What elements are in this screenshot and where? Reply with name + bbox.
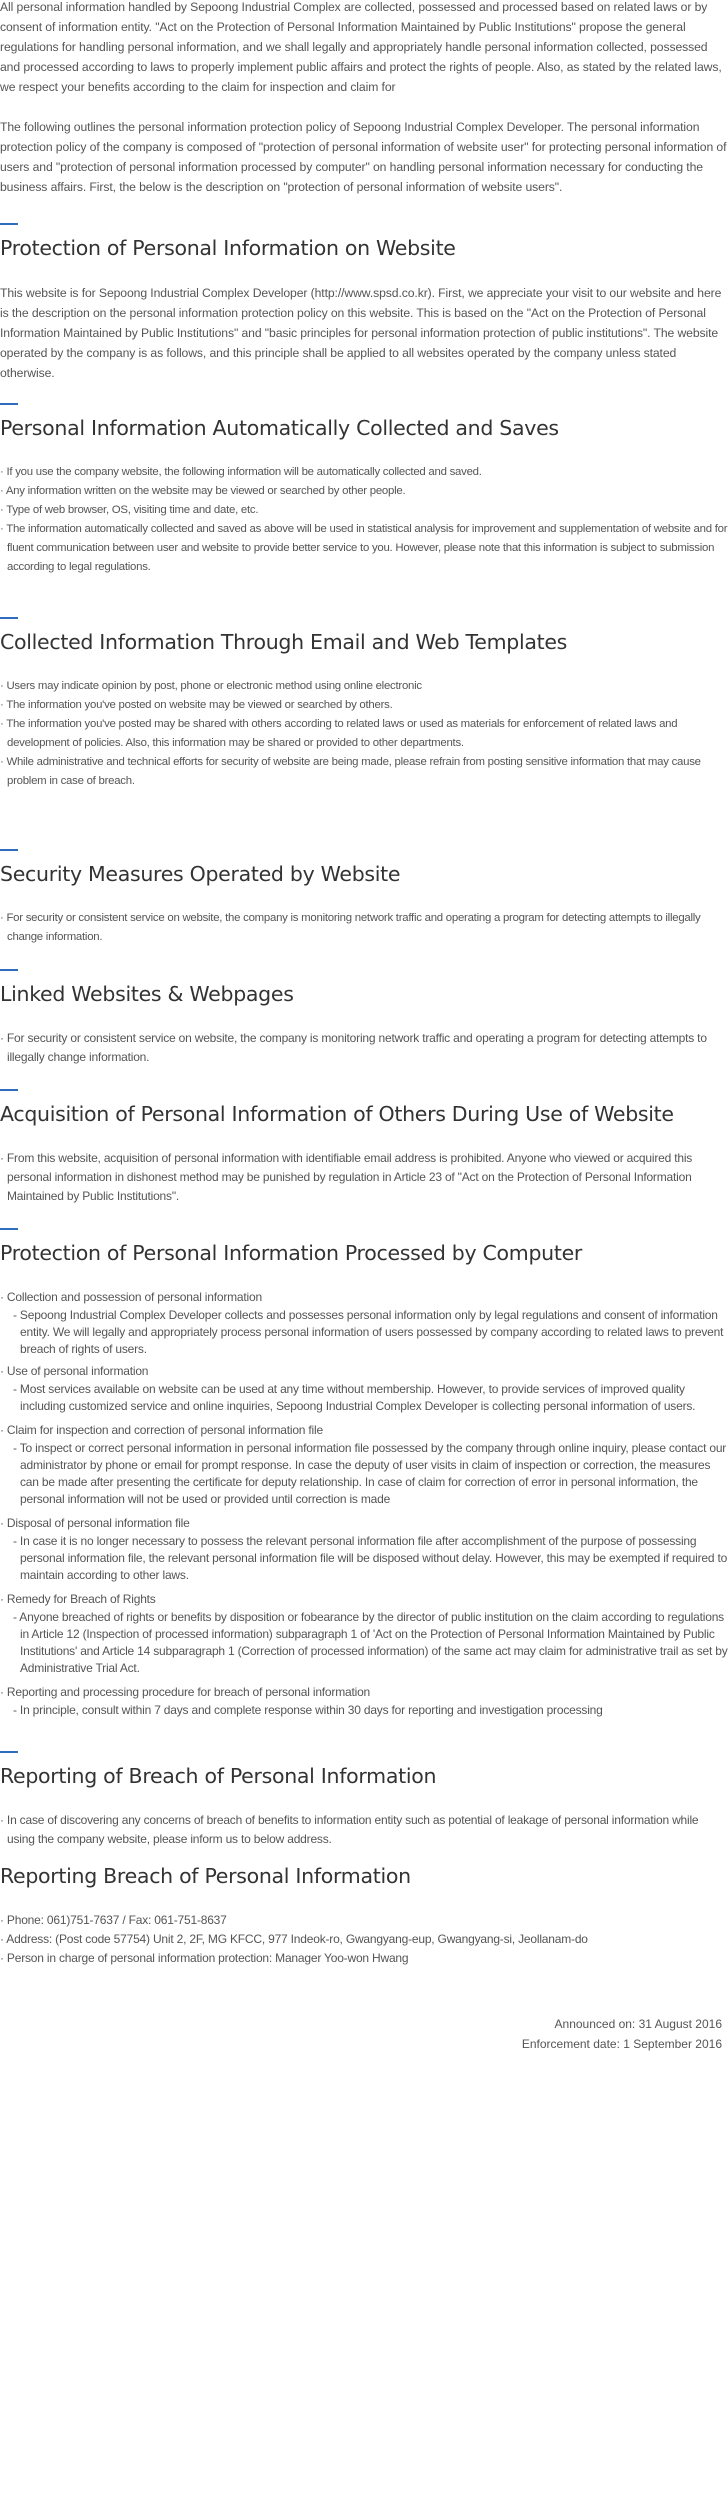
list-item: · While administrative and technical efforts for security of website are being made, please refrain from posting sensitive information that may cause problem in case of breach. [0, 756, 701, 787]
list-item: · From this website, acquisition of personal information with identifiable email address is prohibited. Anyone who viewed or acquired this personal information in dishonest method may be punished by regulation in Article 23 of "Act on the Protection of Personal Information Maintained by Public Institutions". [0, 1151, 693, 1203]
subsection-title: · Remedy for Breach of Rights [0, 1592, 156, 1606]
subsection-title: · Reporting and processing procedure for breach of personal information [0, 1685, 371, 1699]
contact-list [0, 1911, 728, 1968]
section-accent-bar [0, 1751, 18, 1753]
section-title: Personal Information Automatically Collected and Saves [0, 416, 559, 440]
list-item: · The information you've posted on website may be viewed or searched by others. [0, 699, 393, 711]
list-item: · Any information written on the website may be viewed or searched by other people. [0, 485, 406, 497]
subsection-title: · Disposal of personal information file [0, 1516, 190, 1530]
intro-paragraph-1: All personal information handled by Sepoong Industrial Complex are collected, possessed and processed based on related laws or by consent of information entity. "Act on the Protection of Personal Information Maintained by Public Institutions" propose the general regulations for handling personal information, and we shall legally and appropriately handle personal information collected, possessed and processed according to laws to properly implement public affairs and protect the rights of people. Also, as stated by the related laws, we respect your benefits according to the claim for inspection and claim for [0, 0, 722, 94]
list-item: · For security or consistent service on website, the company is monitoring network traffic and operating a program for detecting attempts to illegally change information. [0, 912, 701, 943]
subsection-detail: - In principle, consult within 7 days and complete response within 30 days for reporting and investigation processing [13, 1703, 603, 1717]
bullet-list [0, 909, 728, 947]
section-accent-bar [0, 617, 18, 619]
subsection [0, 1362, 728, 1415]
section-website-protection [0, 223, 728, 383]
section-computer-processed [0, 1228, 728, 1719]
bullet-list [0, 1811, 728, 1849]
section-accent-bar [0, 1228, 18, 1230]
subsection [0, 1590, 728, 1677]
section-title: Reporting Breach of Personal Information [0, 1864, 411, 1888]
section-body: This website is for Sepoong Industrial Complex Developer (http://www.spsd.co.kr). First, we appreciate your visit to our website and here is the description on the personal information protection policy on this website. This is based on the "Act on the Protection of Personal Information Maintained by Public Institutions" and "basic principles for personal information protection of public institutions". The website operated by the company is as follows, and this principle shall be applied to all websites operated by the company unless stated otherwise. [0, 286, 722, 380]
section-title: Reporting of Breach of Personal Information [0, 1764, 437, 1788]
subsection-title: · Claim for inspection and correction of personal information file [0, 1423, 323, 1437]
subsection [0, 1514, 728, 1584]
section-email-templates [0, 617, 728, 791]
section-security-measures [0, 849, 728, 947]
subsection-title: · Use of personal information [0, 1364, 149, 1378]
subsection-detail: - Sepoong Industrial Complex Developer collects and possesses personal information only by legal regulations and consent of information entity. We will legally and appropriately process personal information of users possessed by company according to related laws to prevent breach of rights of users. [13, 1308, 724, 1356]
list-item: · If you use the company website, the following information will be automatically collected and saved. [0, 466, 482, 478]
section-acquisition-others [0, 1089, 728, 1206]
list-item: · For security or consistent service on website, the company is monitoring network traffic and operating a program for detecting attempts to illegally change information. [0, 1031, 707, 1064]
section-linked-websites [0, 969, 728, 1067]
section-title: Acquisition of Personal Information of Others During Use of Website [0, 1102, 674, 1126]
subsection-detail: - Most services available on website can be used at any time without membership. However, to provide services of improved quality including customized service and online inquiries, Sepoong Industrial Complex Developer is collecting personal information of users. [13, 1382, 696, 1413]
contact-person: · Person in charge of personal information protection: Manager Yoo-won Hwang [0, 1951, 409, 1965]
section-reporting-breach-contact [0, 1863, 728, 1968]
bullet-list [0, 677, 728, 791]
section-reporting-of-breach [0, 1751, 728, 1849]
policy-dates [0, 2014, 728, 2054]
contact-phone: · Phone: 061)751-7637 / Fax: 061-751-8637 [0, 1913, 227, 1927]
intro-paragraph-2: The following outlines the personal information protection policy of Sepoong Industrial Complex Developer. The personal information protection policy of the company is composed of "protection of personal information of website user" for protecting personal information of users and "protection of personal information processed by computer" on handling personal information necessary for conducting the business affairs. First, the below is the description on "protection of personal information of website users". [0, 120, 727, 194]
list-item: · The information automatically collected and saved as above will be used in statistical analysis for improvement and supplementation of website and for fluent communication between user and website to provide better service to you. However, please note that this information is subject to submission according to legal regulations. [0, 523, 728, 573]
section-title: Protection of Personal Information on Website [0, 236, 456, 260]
section-accent-bar [0, 403, 18, 405]
section-accent-bar [0, 1089, 18, 1091]
list-item: · Users may indicate opinion by post, phone or electronic method using online electronic [0, 680, 422, 692]
subsection-detail: - To inspect or correct personal information in personal information file possessed by the company through online inquiry, please contact our administrator by phone or email for prompt response. In case the deputy of user visits in claim of inspection or correction, the measures can be made after presenting the certificate for deputy relationship. In case of claim for correction of error in personal information, the personal information will not be used or provided until correction is made [13, 1441, 727, 1506]
section-title: Collected Information Through Email and Web Templates [0, 630, 568, 654]
subsection-detail: - In case it is no longer necessary to possess the relevant personal information file after accomplishment of the purpose of possessing personal information file, the relevant personal information file will be disposed without delay. However, this may be exempted if required to maintain according to other laws. [13, 1534, 728, 1582]
enforcement-date: Enforcement date: 1 September 2016 [521, 2037, 722, 2051]
subsection-title: · Collection and possession of personal information [0, 1290, 262, 1304]
section-accent-bar [0, 849, 18, 851]
subsection [0, 1683, 728, 1719]
subsection-list [0, 1288, 728, 1719]
list-item: · Type of web browser, OS, visiting time and date, etc. [0, 504, 259, 516]
list-item: · In case of discovering any concerns of breach of benefits to information entity such as potential of leakage of personal information while using the company website, please inform us to below address. [0, 1813, 699, 1846]
subsection-detail: - Anyone breached of rights or benefits by disposition or fobearance by the director of public institution on the claim according to regulations in Article 12 (Inspection of processed information) subparagraph 1 of 'Act on the Protection of Personal Information Maintained by Public Institutions' and Article 14 subparagraph 1 (Correction of processed information) of the same act may claim for administrative trail as set by Administrative Trial Act. [13, 1610, 728, 1675]
bullet-list [0, 1029, 728, 1067]
section-title: Linked Websites & Webpages [0, 982, 294, 1006]
announced-date: Announced on: 31 August 2016 [554, 2017, 722, 2031]
contact-address: · Address: (Post code 57754) Unit 2, 2F, MG KFCC, 977 Indeok-ro, Gwangyang-eup, Gwangyang-si, Jeollanam-do [0, 1932, 588, 1946]
bullet-list [0, 463, 728, 577]
section-title: Security Measures Operated by Website [0, 862, 401, 886]
section-accent-bar [0, 223, 18, 225]
bullet-list [0, 1149, 728, 1206]
subsection [0, 1421, 728, 1508]
section-auto-collected [0, 403, 728, 577]
subsection [0, 1288, 728, 1358]
section-accent-bar [0, 969, 18, 971]
list-item: · The information you've posted may be shared with others according to related laws or used as materials for enforcement of related laws and development of policies. Also, this information may be shared or provided to other departments. [0, 718, 678, 749]
section-title: Protection of Personal Information Processed by Computer [0, 1241, 583, 1265]
